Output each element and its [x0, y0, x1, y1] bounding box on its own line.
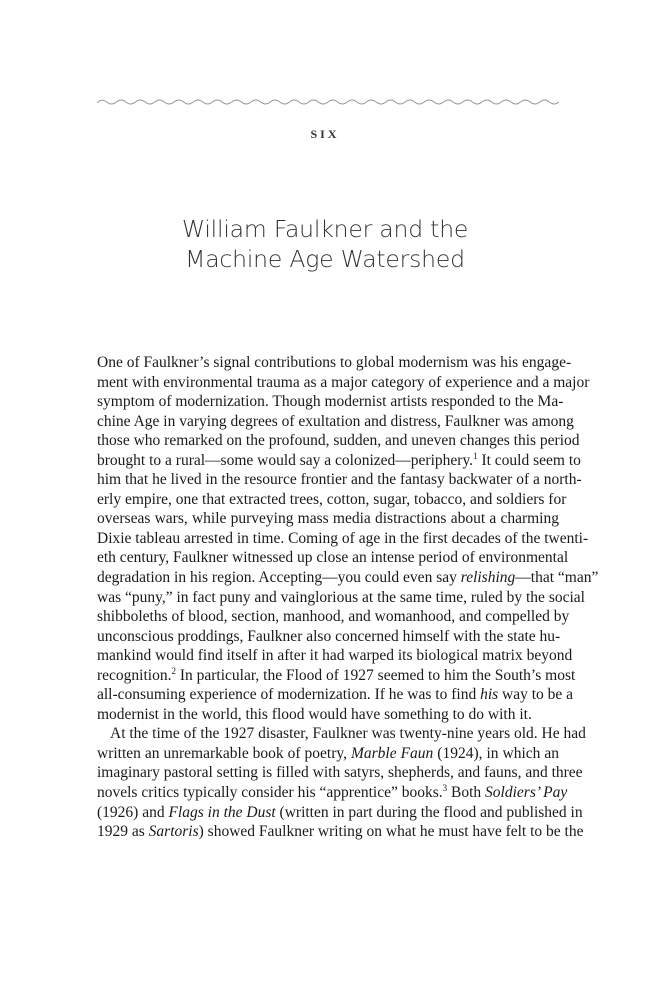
text-line — [97, 782, 568, 803]
line-text: shibboleths of blood, section, manhood, and womanhood, and compelled by — [97, 608, 570, 626]
body-text — [97, 353, 599, 842]
line-text: all-consuming experience of modernization. If he was to find — [97, 686, 481, 704]
line-text: him that he lived in the resource frontier and the fantasy backwater of a north- — [97, 471, 582, 489]
line-text: way to be a — [498, 686, 574, 704]
text-line — [97, 588, 585, 608]
line-text: was “puny,” in fact puny and vainglorious at the same time, ruled by the social — [97, 588, 585, 606]
line-text: degradation in his region. Accepting—you could even say — [97, 569, 461, 587]
text-line — [97, 744, 559, 764]
line-text: 1929 as — [97, 823, 149, 841]
chapter-title-line-2: Machine Age Watershed — [185, 245, 465, 273]
chapter-number: SIX — [310, 127, 340, 141]
text-line — [97, 705, 559, 725]
text-line — [97, 822, 584, 842]
line-text: recognition. — [97, 666, 172, 684]
text-line — [97, 548, 569, 568]
text-line — [97, 665, 576, 686]
italic-text: Flags in the Dust — [168, 803, 276, 821]
line-text: brought to a rural—some would say a colonized—periphery. — [97, 451, 474, 469]
text-line — [97, 392, 564, 412]
italic-text: Marble Faun — [350, 744, 434, 762]
line-text: ) showed Faulkner writing on what he must have felt to be the — [198, 823, 584, 841]
text-line — [97, 373, 590, 393]
line-text: (1926) and — [97, 803, 169, 821]
line-text: —that “man” — [515, 569, 599, 587]
italic-text: Soldiers’ Pay — [485, 784, 568, 802]
text-line — [97, 685, 574, 705]
line-text: Both — [447, 784, 486, 802]
line-text: chine Age in varying degrees of exultation and distress, Faulkner was among — [97, 412, 574, 430]
line-text: those who remarked on the profound, sudden, and uneven changes this period — [97, 432, 580, 450]
footnote-marker: 2 — [171, 665, 176, 676]
text-line — [97, 568, 599, 588]
line-text: (written in part during the flood and published in — [275, 803, 583, 821]
line-text: overseas wars, while purveying mass media distractions about a charming — [97, 510, 559, 528]
text-line — [97, 803, 583, 823]
line-text: It could seem to — [477, 451, 581, 469]
italic-text: relishing — [460, 569, 516, 587]
line-text: symptom of modernization. Though modernist artists responded to the Ma- — [97, 393, 564, 411]
line-text: novels critics typically consider his “apprentice” books. — [97, 784, 443, 802]
text-line — [97, 529, 589, 549]
text-line — [97, 412, 574, 432]
line-text: ment with environmental trauma as a major category of experience and a major — [97, 373, 590, 391]
chapter-title-line-1: William Faulkner and the — [181, 215, 469, 243]
wave-ornament — [97, 94, 559, 110]
line-text: imaginary pastoral setting is filled with satyrs, shepherds, and fauns, and three — [97, 764, 583, 782]
line-text: erly empire, one that extracted trees, cotton, sugar, tobacco, and soldiers for — [97, 490, 567, 508]
text-line — [97, 724, 586, 744]
text-line — [97, 509, 559, 529]
footnote-marker: 3 — [442, 782, 448, 793]
text-line — [97, 646, 573, 666]
line-text: mankind would find itself in after it had warped its biological matrix beyond — [97, 647, 573, 665]
text-line — [97, 431, 580, 451]
line-text: Dixie tableau arrested in time. Coming of age in the first decades of the twenti- — [97, 529, 589, 547]
line-text: unconscious proddings, Faulkner also concerned himself with the state hu- — [97, 627, 561, 645]
text-line — [97, 353, 572, 373]
line-text: (1924), in which an — [433, 744, 559, 762]
text-line — [97, 607, 570, 627]
text-line — [97, 490, 567, 510]
line-text: modernist in the world, this flood would have something to do with it. — [97, 705, 532, 723]
paragraph-1 — [97, 353, 599, 724]
chapter-title — [0, 214, 650, 274]
text-line — [97, 450, 581, 471]
line-text: eth century, Faulkner witnessed up close an intense period of environmental — [97, 549, 569, 567]
line-text: At the time of the 1927 disaster, Faulkner was twenty-nine years old. He had — [110, 725, 586, 743]
italic-text: Sartoris — [148, 823, 199, 841]
paragraph-2 — [97, 724, 586, 841]
line-text: One of Faulkner’s signal contributions to global modernism was his engage- — [97, 354, 572, 371]
line-text: written an unremarkable book of poetry, — [97, 744, 351, 762]
italic-text: his — [480, 686, 499, 704]
text-line — [97, 470, 582, 490]
footnote-marker: 1 — [473, 450, 478, 461]
text-line — [97, 763, 583, 783]
line-text: In particular, the Flood of 1927 seemed to him the South’s most — [175, 666, 576, 684]
text-line — [97, 627, 559, 647]
